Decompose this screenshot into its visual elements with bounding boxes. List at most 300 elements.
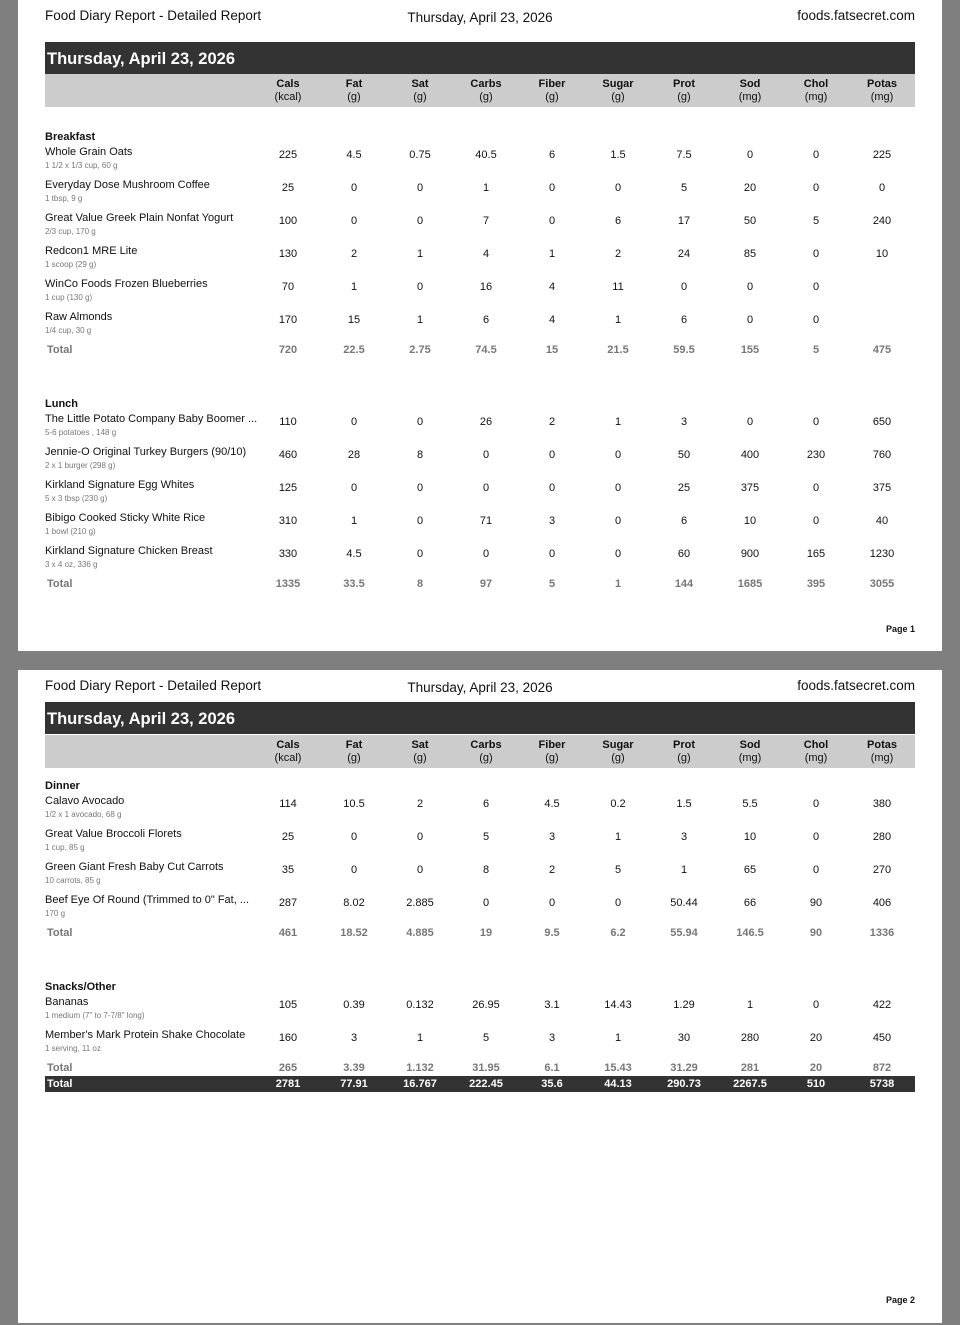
- column-header-fiber: [522, 739, 582, 765]
- nutrient-value-carbs: 40.5: [475, 149, 497, 161]
- site-name: foods.fatsecret.com: [797, 8, 915, 23]
- food-portion: 1 serving, 11 oz: [45, 1044, 101, 1053]
- nutrient-value-fat: 0: [350, 182, 358, 194]
- column-header-sat: [390, 78, 450, 104]
- nutrient-value-prot: 17: [677, 215, 691, 227]
- nutrient-value-prot: 7.5: [676, 149, 692, 161]
- nutrient-value-chol: 0: [812, 149, 820, 161]
- nutrient-value-fiber: 2: [548, 864, 556, 876]
- grand-total-chol: 510: [806, 1078, 826, 1090]
- total-value-chol: 395: [806, 578, 826, 590]
- nutrient-value-sugar: 0: [614, 182, 622, 194]
- nutrient-value-fiber: 4: [548, 314, 556, 326]
- nutrient-value-potas: 280: [872, 831, 892, 843]
- column-name: Prot: [673, 78, 695, 90]
- nutrient-value-sugar: 5: [614, 864, 622, 876]
- total-value-fat: 18.52: [340, 927, 368, 939]
- meal-section-lunch: [45, 396, 915, 610]
- nutrient-value-fat: 4.5: [346, 149, 362, 161]
- nutrient-value-sod: 5.5: [742, 798, 758, 810]
- column-name: Carbs: [470, 78, 502, 90]
- nutrient-value-carbs: 71: [479, 515, 493, 527]
- nutrient-value-sat: 0: [416, 515, 424, 527]
- food-name: Calavo Avocado: [45, 795, 125, 807]
- nutrient-value-potas: 760: [872, 449, 892, 461]
- nutrient-value-chol: 0: [812, 831, 820, 843]
- total-value-prot: 31.29: [670, 1062, 698, 1074]
- column-header-chol: [786, 739, 846, 765]
- grand-total-prot: 290.73: [667, 1078, 701, 1090]
- food-name: Whole Grain Oats: [45, 146, 133, 158]
- nutrient-value-sugar: 14.43: [604, 999, 632, 1011]
- column-header-carbs: [456, 739, 516, 765]
- total-value-carbs: 31.95: [472, 1062, 500, 1074]
- nutrient-value-fiber: 3: [548, 515, 556, 527]
- nutrient-value-sugar: 0: [614, 515, 622, 527]
- page-header: [45, 678, 915, 698]
- column-header-sod: [720, 739, 780, 765]
- nutrient-value-fiber: 1: [548, 248, 556, 260]
- nutrient-value-carbs: 4: [482, 248, 490, 260]
- nutrient-value-cals: 100: [278, 215, 298, 227]
- column-unit: (g): [545, 752, 559, 764]
- nutrient-value-chol: 0: [812, 798, 820, 810]
- nutrient-value-fat: 0: [350, 416, 358, 428]
- nutrient-value-potas: 406: [872, 897, 892, 909]
- column-unit: (g): [545, 91, 559, 103]
- column-unit: (g): [611, 752, 625, 764]
- total-value-prot: 55.94: [670, 927, 698, 939]
- column-header-sat: [390, 739, 450, 765]
- nutrient-value-potas: 422: [872, 999, 892, 1011]
- nutrient-value-cals: 25: [281, 182, 295, 194]
- total-value-sat: 2.75: [409, 344, 431, 356]
- column-name: Chol: [803, 739, 829, 751]
- food-item-row: [45, 478, 915, 511]
- meal-title: Dinner: [45, 780, 80, 792]
- total-value-sugar: 15.43: [604, 1062, 632, 1074]
- column-unit: (g): [347, 752, 361, 764]
- column-name: Chol: [803, 78, 829, 90]
- column-header-prot: [654, 739, 714, 765]
- food-name: The Little Potato Company Baby Boomer ...: [45, 413, 258, 425]
- column-name: Potas: [867, 739, 897, 751]
- nutrient-value-fiber: 2: [548, 416, 556, 428]
- nutrient-value-carbs: 0: [482, 449, 490, 461]
- column-unit: (mg): [738, 752, 762, 764]
- grand-total-carbs: 222.45: [469, 1078, 503, 1090]
- grand-total-fat: 77.91: [340, 1078, 368, 1090]
- nutrient-value-sugar: 0: [614, 548, 622, 560]
- food-name: Green Giant Fresh Baby Cut Carrots: [45, 861, 224, 873]
- nutrient-value-sod: 66: [743, 897, 757, 909]
- nutrient-value-cals: 225: [278, 149, 298, 161]
- total-value-sod: 281: [740, 1062, 760, 1074]
- nutrient-value-potas: 40: [875, 515, 889, 527]
- column-header-carbs: [456, 78, 516, 104]
- column-unit: (mg): [870, 752, 894, 764]
- nutrient-value-fiber: 3: [548, 1032, 556, 1044]
- nutrient-value-cals: 160: [278, 1032, 298, 1044]
- nutrient-value-sod: 375: [740, 482, 760, 494]
- column-name: Sod: [739, 78, 761, 90]
- column-name: Sugar: [602, 739, 634, 751]
- nutrient-value-sat: 0: [416, 864, 424, 876]
- nutrient-value-chol: 0: [812, 515, 820, 527]
- nutrient-value-sugar: 6: [614, 215, 622, 227]
- nutrient-value-sat: 0: [416, 215, 424, 227]
- column-header-row: [45, 74, 915, 107]
- nutrient-value-carbs: 8: [482, 864, 490, 876]
- column-name: Potas: [867, 78, 897, 90]
- nutrient-value-sugar: 1: [614, 416, 622, 428]
- column-header-potas: [852, 78, 912, 104]
- nutrient-value-fiber: 0: [548, 482, 556, 494]
- nutrient-value-prot: 3: [680, 416, 688, 428]
- nutrient-value-fiber: 4.5: [544, 798, 560, 810]
- nutrient-value-chol: 0: [812, 182, 820, 194]
- nutrient-value-cals: 114: [279, 798, 297, 810]
- nutrient-value-prot: 25: [677, 482, 691, 494]
- nutrient-value-sat: 8: [416, 449, 424, 461]
- total-value-sugar: 6.2: [610, 927, 626, 939]
- nutrient-value-prot: 5: [680, 182, 688, 194]
- meal-total-row: [45, 343, 915, 376]
- total-value-sod: 1685: [737, 578, 763, 590]
- report-title: Food Diary Report - Detailed Report: [45, 678, 262, 693]
- nutrient-value-fat: 8.02: [343, 897, 365, 909]
- nutrient-value-fiber: 3: [548, 831, 556, 843]
- total-value-sod: 155: [740, 344, 760, 356]
- nutrient-value-fiber: 0: [548, 182, 556, 194]
- total-value-cals: 1335: [275, 578, 301, 590]
- column-unit: (g): [677, 752, 691, 764]
- nutrient-value-fat: 0: [350, 831, 358, 843]
- column-name: Sugar: [602, 78, 634, 90]
- food-name: Bananas: [45, 996, 89, 1008]
- column-header-fat: [324, 739, 384, 765]
- nutrient-value-fiber: 0: [548, 548, 556, 560]
- nutrient-value-chol: 0: [812, 314, 820, 326]
- nutrient-value-carbs: 0: [482, 482, 490, 494]
- nutrient-value-sod: 280: [740, 1032, 760, 1044]
- column-name: Cals: [276, 739, 300, 751]
- nutrient-value-sod: 0: [746, 281, 754, 293]
- nutrient-value-sat: 1: [416, 248, 424, 260]
- total-value-carbs: 97: [479, 578, 493, 590]
- nutrient-value-fat: 2: [350, 248, 358, 260]
- food-item-row: [45, 893, 915, 926]
- page-number: Page 2: [885, 1295, 915, 1305]
- food-item-row: [45, 310, 915, 343]
- page-number: Page 1: [885, 624, 915, 634]
- nutrient-value-cals: 310: [278, 515, 298, 527]
- food-portion: 5-6 potatoes , 148 g: [45, 428, 117, 437]
- food-name: Jennie-O Original Turkey Burgers (90/10): [45, 446, 247, 458]
- nutrient-value-potas: 650: [872, 416, 892, 428]
- nutrient-value-sugar: 0.2: [610, 798, 626, 810]
- day-title-bar: Thursday, April 23, 2026: [45, 42, 915, 74]
- food-item-row: [45, 277, 915, 310]
- nutrient-value-cals: 110: [279, 416, 297, 428]
- nutrient-value-cals: 25: [281, 831, 295, 843]
- nutrient-value-sat: 0: [416, 281, 424, 293]
- nutrient-value-prot: 50: [677, 449, 691, 461]
- meal-section-dinner: [45, 778, 915, 959]
- nutrient-value-carbs: 5: [482, 831, 490, 843]
- column-name: Sat: [411, 739, 429, 751]
- nutrient-value-carbs: 1: [482, 182, 490, 194]
- nutrient-value-cals: 70: [281, 281, 295, 293]
- nutrient-value-carbs: 7: [482, 215, 490, 227]
- day-title-bar: Thursday, April 23, 2026: [45, 702, 915, 734]
- food-item-row: [45, 211, 915, 244]
- nutrient-value-sat: 0: [416, 482, 424, 494]
- food-portion: 10 carrots, 85 g: [45, 876, 101, 885]
- column-header-sugar: [588, 78, 648, 104]
- column-unit: (mg): [804, 752, 828, 764]
- nutrient-value-sat: 2.885: [406, 897, 434, 909]
- food-portion: 2 x 1 burger (298 g): [45, 461, 116, 470]
- nutrient-value-sugar: 0: [614, 449, 622, 461]
- nutrient-value-prot: 6: [680, 314, 688, 326]
- column-unit: (kcal): [274, 752, 302, 764]
- total-value-prot: 59.5: [673, 344, 695, 356]
- total-value-sat: 4.885: [406, 927, 434, 939]
- total-label: Total: [47, 578, 73, 590]
- total-value-fiber: 5: [548, 578, 556, 590]
- column-unit: (g): [413, 91, 427, 103]
- food-name: Redcon1 MRE Lite: [45, 245, 138, 257]
- food-portion: 1 bowl (210 g): [45, 527, 96, 536]
- nutrient-value-carbs: 5: [482, 1032, 490, 1044]
- total-value-potas: 475: [872, 344, 892, 356]
- column-unit: (g): [479, 752, 493, 764]
- header-date: Thursday, April 23, 2026: [407, 10, 553, 25]
- food-item-row: [45, 995, 915, 1028]
- nutrient-value-carbs: 26: [479, 416, 493, 428]
- column-header-prot: [654, 78, 714, 104]
- meal-title: Lunch: [45, 398, 78, 410]
- report-title: Food Diary Report - Detailed Report: [45, 8, 262, 23]
- nutrient-value-fat: 4.5: [346, 548, 362, 560]
- column-name: Sod: [739, 739, 761, 751]
- nutrient-value-cals: 170: [278, 314, 298, 326]
- nutrient-value-sat: 1: [416, 1032, 424, 1044]
- nutrient-value-chol: 230: [806, 449, 826, 461]
- nutrient-value-cals: 125: [278, 482, 298, 494]
- total-label: Total: [47, 927, 73, 939]
- nutrient-value-potas: 375: [872, 482, 892, 494]
- nutrient-value-sod: 0: [746, 149, 754, 161]
- total-label: Total: [47, 1062, 73, 1074]
- meal-total-row: [45, 926, 915, 959]
- total-value-potas: 3055: [869, 578, 895, 590]
- food-portion: 1/4 cup, 30 g: [45, 326, 92, 335]
- food-item-row: [45, 827, 915, 860]
- food-item-row: [45, 445, 915, 478]
- food-item-row: [45, 511, 915, 544]
- meal-total-row: [45, 577, 915, 610]
- column-name: Prot: [673, 739, 695, 751]
- food-item-row: [45, 1028, 915, 1061]
- column-header-cals: [258, 78, 318, 104]
- column-header-fat: [324, 78, 384, 104]
- food-name: Everyday Dose Mushroom Coffee: [45, 179, 210, 191]
- food-name: Raw Almonds: [45, 311, 113, 323]
- total-value-sugar: 1: [614, 578, 622, 590]
- total-value-potas: 1336: [869, 927, 895, 939]
- nutrient-value-fat: 0.39: [343, 999, 365, 1011]
- food-name: Bibigo Cooked Sticky White Rice: [45, 512, 206, 524]
- nutrient-value-chol: 165: [806, 548, 826, 560]
- food-name: Beef Eye Of Round (Trimmed to 0" Fat, ...: [45, 894, 250, 906]
- nutrient-value-cals: 287: [278, 897, 298, 909]
- nutrient-value-cals: 105: [278, 999, 298, 1011]
- total-value-potas: 872: [872, 1062, 892, 1074]
- nutrient-value-chol: 5: [812, 215, 820, 227]
- nutrient-value-sod: 400: [740, 449, 760, 461]
- grand-total-potas: 5738: [869, 1078, 895, 1090]
- food-name: Kirkland Signature Egg Whites: [45, 479, 195, 491]
- nutrient-value-fat: 10.5: [343, 798, 365, 810]
- report-page-1: [18, 0, 942, 651]
- total-value-carbs: 74.5: [475, 344, 497, 356]
- grand-total-label: Total: [47, 1078, 73, 1090]
- nutrient-value-cals: 330: [278, 548, 298, 560]
- nutrient-value-prot: 1.5: [676, 798, 692, 810]
- nutrient-value-prot: 60: [677, 548, 691, 560]
- nutrient-value-sat: 0: [416, 548, 424, 560]
- nutrient-value-sat: 0: [416, 416, 424, 428]
- nutrient-value-carbs: 6: [482, 314, 490, 326]
- nutrient-value-prot: 3: [680, 831, 688, 843]
- nutrient-value-fat: 0: [350, 482, 358, 494]
- total-value-fiber: 6.1: [544, 1062, 560, 1074]
- nutrient-value-sugar: 2: [614, 248, 622, 260]
- meal-sections: [45, 129, 915, 610]
- total-value-fiber: 15: [545, 344, 559, 356]
- column-header-potas: [852, 739, 912, 765]
- nutrient-value-sat: 0.132: [406, 999, 434, 1011]
- total-value-cals: 461: [278, 927, 298, 939]
- nutrient-value-sod: 1: [746, 999, 754, 1011]
- nutrient-value-potas: 1230: [869, 548, 895, 560]
- nutrient-value-sod: 85: [743, 248, 757, 260]
- column-header-sod: [720, 78, 780, 104]
- food-item-row: [45, 794, 915, 827]
- total-value-sat: 1.132: [406, 1062, 434, 1074]
- nutrient-value-chol: 0: [812, 281, 820, 293]
- grand-total-sugar: 44.13: [604, 1078, 632, 1090]
- site-name: foods.fatsecret.com: [797, 678, 915, 693]
- nutrient-value-potas: 270: [872, 864, 892, 876]
- food-name: WinCo Foods Frozen Blueberries: [45, 278, 208, 290]
- total-value-chol: 90: [809, 927, 823, 939]
- nutrient-value-sod: 10: [743, 515, 757, 527]
- grand-total-fiber: 35.6: [541, 1078, 563, 1090]
- column-unit: (mg): [804, 91, 828, 103]
- food-item-row: [45, 145, 915, 178]
- column-name: Fat: [345, 739, 363, 751]
- nutrient-value-fiber: 3.1: [544, 999, 560, 1011]
- total-value-cals: 720: [278, 344, 298, 356]
- column-header-fiber: [522, 78, 582, 104]
- column-name: Fat: [345, 78, 363, 90]
- column-unit: (mg): [738, 91, 762, 103]
- nutrient-value-fat: 28: [347, 449, 361, 461]
- column-unit: (g): [677, 91, 691, 103]
- food-item-row: [45, 178, 915, 211]
- nutrient-value-potas: 240: [872, 215, 892, 227]
- nutrient-value-sod: 65: [743, 864, 757, 876]
- column-unit: (g): [413, 752, 427, 764]
- nutrient-value-chol: 0: [812, 416, 820, 428]
- nutrient-value-fiber: 0: [548, 897, 556, 909]
- column-unit: (g): [611, 91, 625, 103]
- nutrient-value-prot: 6: [680, 515, 688, 527]
- nutrient-value-fiber: 0: [548, 215, 556, 227]
- nutrient-value-prot: 1.29: [673, 999, 695, 1011]
- food-name: Kirkland Signature Chicken Breast: [45, 545, 213, 557]
- nutrient-value-carbs: 0: [482, 548, 490, 560]
- nutrient-value-sugar: 1: [614, 831, 622, 843]
- food-portion: 1 medium (7" to 7-7/8" long): [45, 1011, 145, 1020]
- page-header: [45, 8, 915, 28]
- column-name: Cals: [276, 78, 300, 90]
- food-portion: 1/2 x 1 avocado, 68 g: [45, 810, 122, 819]
- nutrient-value-carbs: 16: [479, 281, 493, 293]
- food-portion: 3 x 4 oz, 336 g: [45, 560, 98, 569]
- food-portion: 1 cup (130 g): [45, 293, 93, 302]
- food-item-row: [45, 860, 915, 893]
- food-portion: 170 g: [45, 909, 66, 918]
- nutrient-value-potas: 450: [872, 1032, 892, 1044]
- column-name: Sat: [411, 78, 429, 90]
- food-name: Great Value Broccoli Florets: [45, 828, 182, 840]
- meal-title: Breakfast: [45, 131, 96, 143]
- total-value-fiber: 9.5: [544, 927, 560, 939]
- report-page-2: [18, 670, 942, 1323]
- nutrient-value-sugar: 11: [612, 281, 624, 293]
- nutrient-value-sat: 1: [416, 314, 424, 326]
- total-value-cals: 265: [278, 1062, 298, 1074]
- meal-section-breakfast: [45, 129, 915, 376]
- column-header-row: [45, 735, 915, 768]
- nutrient-value-fiber: 4: [548, 281, 556, 293]
- nutrient-value-sod: 50: [743, 215, 757, 227]
- nutrient-value-sugar: 1: [614, 1032, 622, 1044]
- nutrient-value-sat: 0: [416, 182, 424, 194]
- nutrient-value-potas: 380: [872, 798, 892, 810]
- food-portion: 1 1/2 x 1/3 cup, 60 g: [45, 161, 118, 170]
- nutrient-value-fat: 0: [350, 864, 358, 876]
- nutrient-value-prot: 1: [680, 864, 688, 876]
- nutrient-value-sugar: 0: [614, 482, 622, 494]
- column-unit: (g): [479, 91, 493, 103]
- grand-total-sod: 2267.5: [733, 1078, 767, 1090]
- nutrient-value-sat: 0: [416, 831, 424, 843]
- nutrient-value-chol: 0: [812, 248, 820, 260]
- food-name: Member's Mark Protein Shake Chocolate: [45, 1029, 246, 1041]
- column-header-cals: [258, 739, 318, 765]
- food-portion: 2/3 cup, 170 g: [45, 227, 96, 236]
- total-value-chol: 5: [812, 344, 820, 356]
- nutrient-value-cals: 130: [278, 248, 298, 260]
- nutrient-value-potas: 10: [875, 248, 889, 260]
- total-label: Total: [47, 344, 73, 356]
- nutrient-value-sod: 0: [746, 416, 754, 428]
